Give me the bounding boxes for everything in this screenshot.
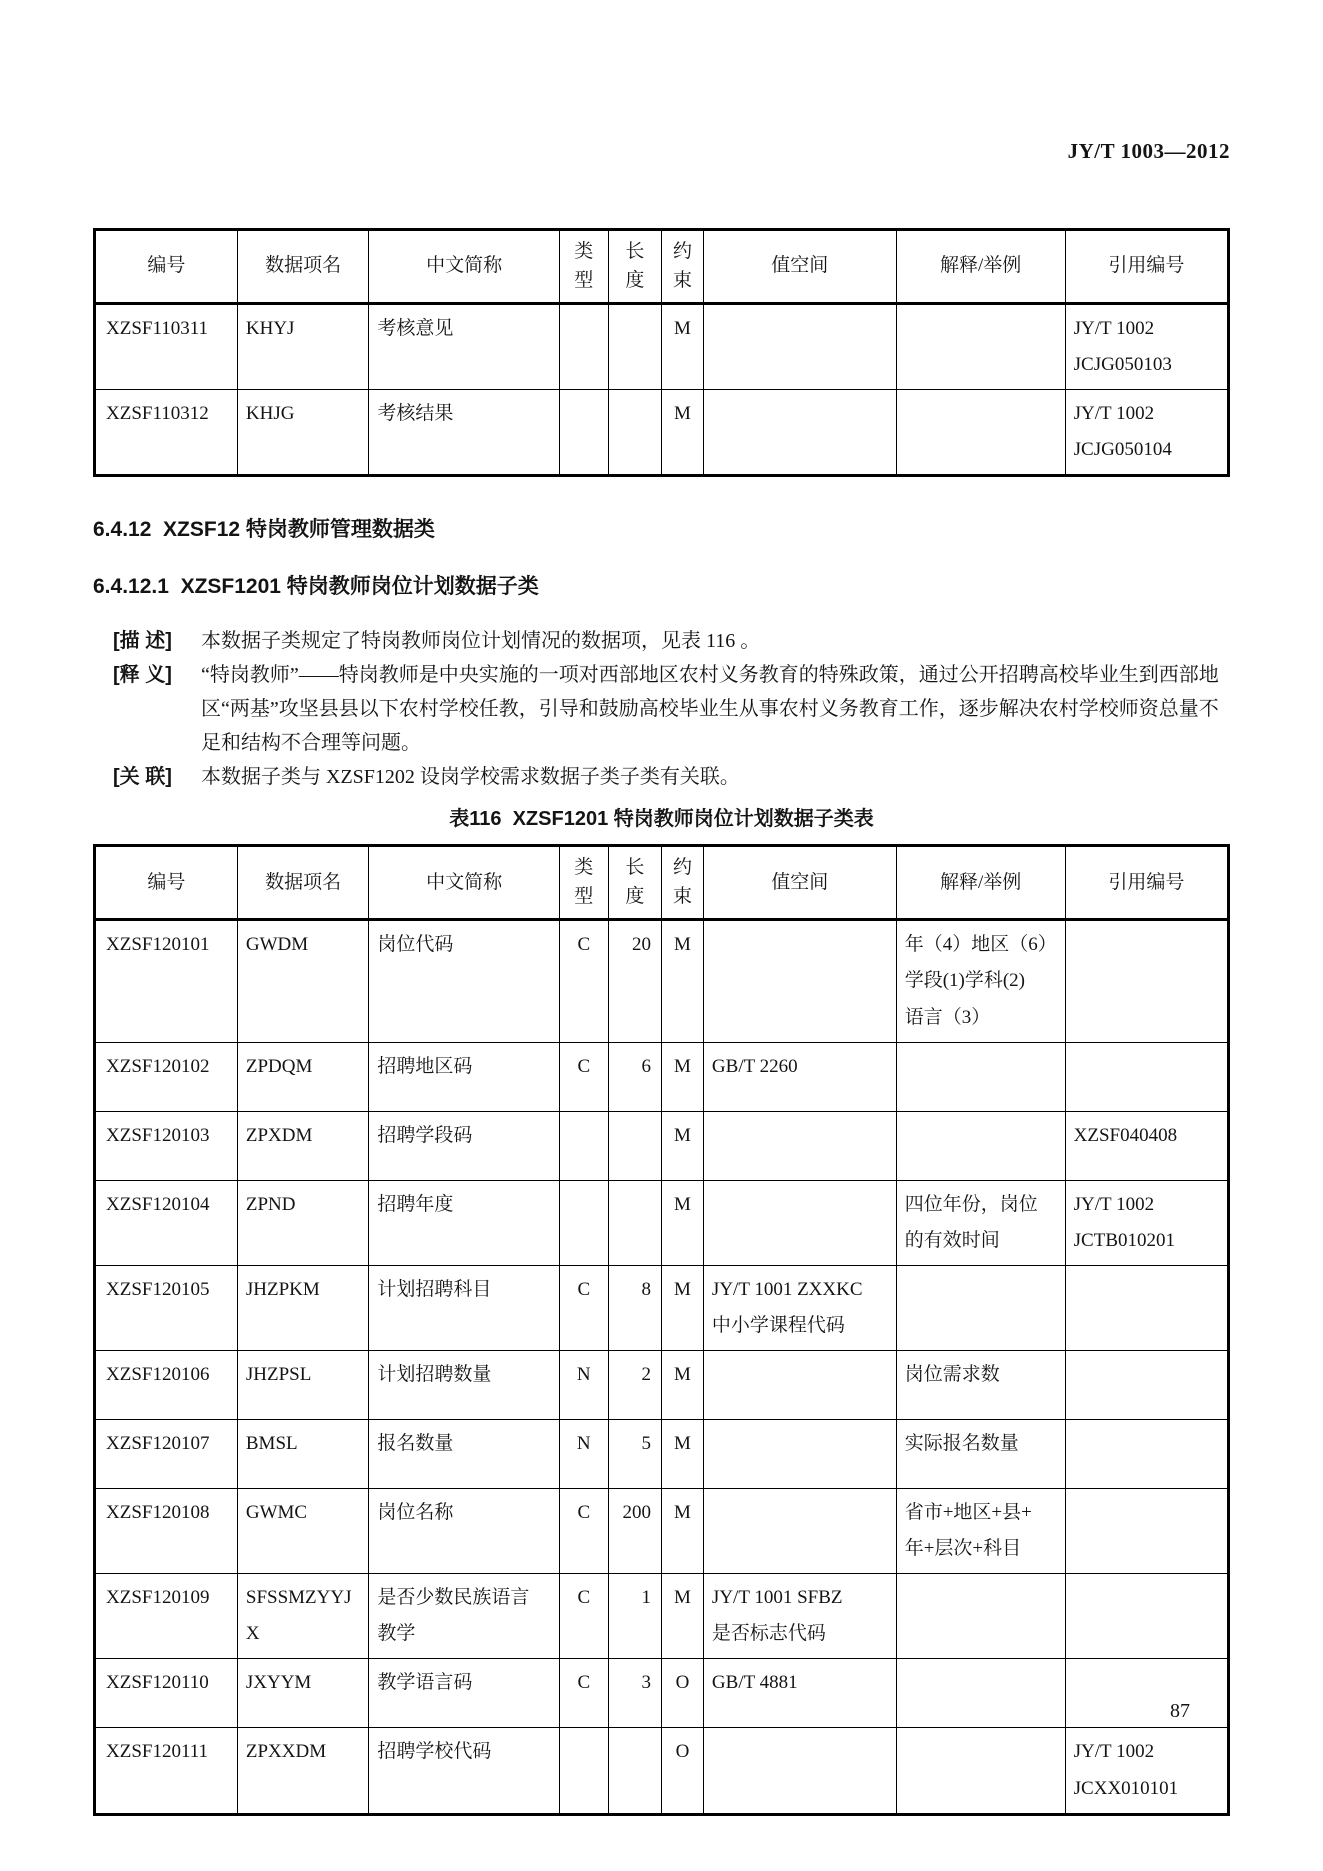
table-cell [703,1111,896,1180]
table-cell: SFSSMZYYJX [237,1574,369,1659]
table-cell: C [559,920,608,1042]
column-header: 类 型 [559,230,608,304]
table-row [95,1180,1229,1265]
table-cell [1065,1351,1228,1420]
column-header: 类 型 [559,846,608,920]
column-header: 长 度 [608,846,661,920]
table-cell: N [559,1420,608,1489]
table-cell: O [661,1659,703,1728]
table-header-row [95,846,1229,920]
page-number: 87 [1170,1700,1190,1722]
table-cell: 岗位代码 [369,920,560,1042]
table-cell [703,1728,896,1814]
table-cell: C [559,1489,608,1574]
table-cell [608,1728,661,1814]
column-header: 长 度 [608,230,661,304]
table-cell: XZSF120103 [95,1111,238,1180]
table-cell [703,390,896,476]
clause-text: “特岗教师”——特岗教师是中央实施的一项对西部地区农村义务教育的特殊政策，通过公开招聘高校毕业生到西部地区“两基”攻坚县县以下农村学校任教，引导和鼓励高校毕业生从事农村义务教育工作，逐步解决农村学校师资总量不足和结构不合理等问题。 [201,664,1219,755]
table-cell: XZSF120101 [95,920,238,1042]
table-cell: 200 [608,1489,661,1574]
section-heading-6-4-12: 6.4.12 XZSF12 特岗教师管理数据类 [93,518,435,542]
table-cell [896,390,1065,476]
table-cell: JHZPSL [237,1351,369,1420]
table-cell: M [661,304,703,390]
table-cell: O [661,1728,703,1814]
table-cell: JY/T 1001 ZXXKC 中小学课程代码 [703,1265,896,1350]
table-cell: 1 [608,1574,661,1659]
table-cell: M [661,1574,703,1659]
table-row [95,1042,1229,1111]
table-cell: 是否少数民族语言 教学 [369,1574,560,1659]
table-row [95,1351,1229,1420]
table-cell: XZSF120108 [95,1489,238,1574]
table-cell [703,1180,896,1265]
table-cell: M [661,1042,703,1111]
column-header: 值空间 [703,230,896,304]
table-cell: 招聘学段码 [369,1111,560,1180]
table-cell: 招聘学校代码 [369,1728,560,1814]
table-cell: JY/T 1001 SFBZ 是否标志代码 [703,1574,896,1659]
table-cell [1065,1420,1228,1489]
table-cell: M [661,1180,703,1265]
table-row [95,1489,1229,1574]
table-cell: ZPXXDM [237,1728,369,1814]
table-cell [896,1265,1065,1350]
table-cell: 考核结果 [369,390,560,476]
table-cell [1065,920,1228,1042]
table-cell: N [559,1351,608,1420]
table-cell: 6 [608,1042,661,1111]
clause-paragraph-description [93,624,1230,658]
column-header: 中文简称 [369,846,560,920]
table-cell: 招聘地区码 [369,1042,560,1111]
table-cell [608,390,661,476]
table-cell [1065,1489,1228,1574]
table-cell: 教学语言码 [369,1659,560,1728]
column-header: 编号 [95,846,238,920]
table-cell: 招聘年度 [369,1180,560,1265]
clause-label: [描 述] [113,630,172,653]
column-header: 值空间 [703,846,896,920]
table-cell: XZSF110312 [95,390,238,476]
table-cell [559,1111,608,1180]
table-cell: GWMC [237,1489,369,1574]
table-row [95,304,1229,390]
table-cell: XZSF120106 [95,1351,238,1420]
table-cell: XZSF120104 [95,1180,238,1265]
table-cell [559,390,608,476]
table-cell: JHZPKM [237,1265,369,1350]
clause-label: [关 联] [113,766,172,789]
table-cell [608,1180,661,1265]
table-cell: GB/T 2260 [703,1042,896,1111]
table-row [95,1728,1229,1814]
table-cell: JY/T 1002 JCXX010101 [1065,1728,1228,1814]
table-cell: 20 [608,920,661,1042]
table-cell: JY/T 1002 JCJG050104 [1065,390,1228,476]
table-cell: M [661,1420,703,1489]
table-cell: M [661,1111,703,1180]
table-cell: GB/T 4881 [703,1659,896,1728]
table-cell [896,1659,1065,1728]
table-cell [559,1180,608,1265]
table-cell: M [661,390,703,476]
table-cell [896,1728,1065,1814]
column-header: 编号 [95,230,238,304]
table-cell [1065,1042,1228,1111]
table-cell: 考核意见 [369,304,560,390]
table-cell: XZSF120109 [95,1574,238,1659]
table-cell [559,1728,608,1814]
table-cell: 岗位需求数 [896,1351,1065,1420]
table-cell: C [559,1265,608,1350]
table-cell: XZSF040408 [1065,1111,1228,1180]
table-cell: KHYJ [237,304,369,390]
table-cell [896,304,1065,390]
table-cell [896,1111,1065,1180]
table-cell: XZSF110311 [95,304,238,390]
clause-text: 本数据子类规定了特岗教师岗位计划情况的数据项，见表 116 。 [201,630,761,653]
table-row [95,1574,1229,1659]
table-cell: 实际报名数量 [896,1420,1065,1489]
table-cell [1065,1574,1228,1659]
column-header: 引用编号 [1065,846,1228,920]
table-cell [608,304,661,390]
table-cell: M [661,1351,703,1420]
table-cell: BMSL [237,1420,369,1489]
table-cell [1065,1659,1228,1728]
table-cell: JY/T 1002 JCJG050103 [1065,304,1228,390]
table-cell: 省市+地区+县+ 年+层次+科目 [896,1489,1065,1574]
table-cell: 报名数量 [369,1420,560,1489]
table-cell: KHJG [237,390,369,476]
clause-paragraph-relation [93,760,1230,794]
table-cell: XZSF120105 [95,1265,238,1350]
table-cell [896,1042,1065,1111]
table-cell: JY/T 1002 JCTB010201 [1065,1180,1228,1265]
table-cell: ZPDQM [237,1042,369,1111]
column-header: 约 束 [661,230,703,304]
table-116-caption: 表116 XZSF1201 特岗教师岗位计划数据子类表 [449,808,874,831]
table-cell [559,304,608,390]
standard-code-header: JY/T 1003—2012 [1067,139,1230,163]
table-cell: 2 [608,1351,661,1420]
table-cell: JXYYM [237,1659,369,1728]
table-row [95,920,1229,1042]
table-cell: C [559,1659,608,1728]
clause-text: 本数据子类与 XZSF1202 设岗学校需求数据子类子类有关联。 [201,766,740,789]
table-cell: 计划招聘科目 [369,1265,560,1350]
table-cell: C [559,1042,608,1111]
table-header-row [95,230,1229,304]
table-cell: 岗位名称 [369,1489,560,1574]
clause-block [93,624,1230,794]
table-row [95,1420,1229,1489]
table-cell [896,1574,1065,1659]
table-row [95,1265,1229,1350]
table-cell: XZSF120111 [95,1728,238,1814]
data-items-table-continued [93,228,1230,477]
table-row [95,390,1229,476]
column-header: 约 束 [661,846,703,920]
table-cell: XZSF120102 [95,1042,238,1111]
table-cell: M [661,1489,703,1574]
table-cell: GWDM [237,920,369,1042]
table-cell: ZPND [237,1180,369,1265]
table-cell [608,1111,661,1180]
table-cell: 计划招聘数量 [369,1351,560,1420]
column-header: 引用编号 [1065,230,1228,304]
table-cell: M [661,920,703,1042]
column-header: 中文简称 [369,230,560,304]
column-header: 数据项名 [237,230,369,304]
table-row [95,1659,1229,1728]
column-header: 解释/举例 [896,846,1065,920]
table-cell: 3 [608,1659,661,1728]
section-heading-6-4-12-1: 6.4.12.1 XZSF1201 特岗教师岗位计划数据子类 [93,575,539,599]
table-cell [703,1351,896,1420]
table-cell [703,1420,896,1489]
clause-paragraph-definition [93,658,1230,760]
table-cell [1065,1265,1228,1350]
column-header: 解释/举例 [896,230,1065,304]
table-cell: XZSF120107 [95,1420,238,1489]
table-cell: ZPXDM [237,1111,369,1180]
table-cell [703,920,896,1042]
table-cell: C [559,1574,608,1659]
column-header: 数据项名 [237,846,369,920]
table-cell: 8 [608,1265,661,1350]
table-row [95,1111,1229,1180]
table-116-data-sub-class [93,844,1230,1815]
table-cell: XZSF120110 [95,1659,238,1728]
table-cell: 5 [608,1420,661,1489]
table-cell: 年（4）地区（6） 学段(1)学科(2) 语言（3） [896,920,1065,1042]
table-cell: M [661,1265,703,1350]
table-cell: 四位年份，岗位 的有效时间 [896,1180,1065,1265]
clause-label: [释 义] [113,664,172,687]
table-cell [703,304,896,390]
table-cell [703,1489,896,1574]
